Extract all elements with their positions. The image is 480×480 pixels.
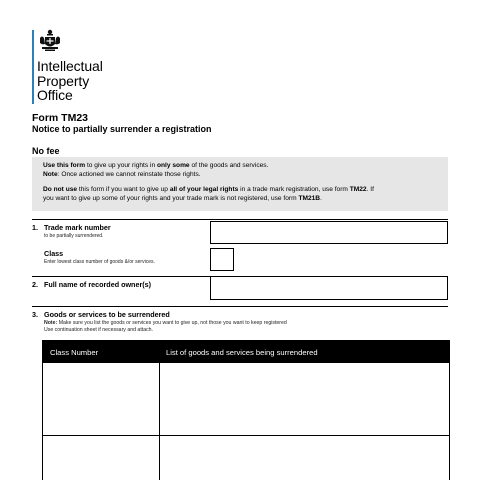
q3-note-text: Make sure you list the goods or services you want to give up, not those you want to keep registered <box>57 320 287 326</box>
ipo-logo <box>32 28 103 104</box>
info-emph: all of your legal rights <box>169 186 239 193</box>
form-title: Form TM23 <box>32 112 89 124</box>
logo-text <box>37 59 103 103</box>
q3-note-emph: Note: <box>44 320 58 326</box>
class-number-cell[interactable] <box>43 363 159 435</box>
section-divider <box>32 306 448 307</box>
class-hint: Enter lowest class number of goods &/or services. <box>44 259 155 265</box>
trade-mark-number-field[interactable] <box>210 221 448 244</box>
info-emph: TM21B <box>298 195 321 202</box>
info-emph: Note <box>43 171 58 178</box>
q2-label: Full name of recorded owner(s) <box>44 280 152 289</box>
logo-line-2: Property <box>37 72 90 89</box>
info-text: of the goods and services. <box>189 162 269 169</box>
info-line-3 <box>43 185 437 194</box>
goods-services-table <box>42 340 450 480</box>
info-text: . <box>320 195 322 202</box>
q2-number: 2. <box>32 280 38 289</box>
q3-note <box>44 320 287 326</box>
info-text: . If <box>366 186 374 193</box>
q3-note-continuation: Use continuation sheet if necessary and attach. <box>44 327 154 333</box>
info-text: this form if you want to give up <box>77 186 170 193</box>
info-text: in a trade mark registration, use form <box>238 186 350 193</box>
class-field[interactable] <box>210 248 234 271</box>
info-emph: TM22 <box>349 186 367 193</box>
class-label: Class <box>44 249 64 258</box>
goods-list-cell[interactable] <box>160 436 449 480</box>
logo-line-1: Intellectual <box>37 58 103 74</box>
q1-number: 1. <box>32 223 38 232</box>
q1-hint: to be partially surrendered. <box>44 233 104 239</box>
info-text: you want to give up some of your rights and your trade mark is not registered, use form <box>43 195 299 202</box>
info-line-2 <box>43 170 437 179</box>
table-header <box>43 341 449 363</box>
logo-line-3: Office <box>37 87 73 103</box>
goods-list-cell[interactable] <box>160 363 449 435</box>
info-line-1 <box>43 161 437 170</box>
info-emph: Do not use <box>43 186 78 193</box>
q1-label: Trade mark number <box>44 223 111 232</box>
info-emph: Use this form <box>43 162 86 169</box>
info-text: to give up your rights in <box>85 162 157 169</box>
q3-label: Goods or services to be surrendered <box>44 310 170 319</box>
info-line-4 <box>43 194 437 203</box>
goods-list-header: List of goods and services being surrendered <box>166 347 318 357</box>
info-text: : Once actioned we cannot reinstate those rights. <box>57 171 201 178</box>
royal-crest-icon <box>39 28 61 52</box>
info-box <box>32 157 448 211</box>
q3-number: 3. <box>32 310 38 319</box>
section-divider <box>32 219 448 220</box>
owner-name-field[interactable] <box>210 276 448 300</box>
class-number-header: Class Number <box>50 347 99 357</box>
form-subtitle: Notice to partially surrender a registration <box>32 124 212 134</box>
info-emph: only some <box>156 162 190 169</box>
class-number-cell[interactable] <box>43 436 159 480</box>
fee-label: No fee <box>32 146 60 156</box>
